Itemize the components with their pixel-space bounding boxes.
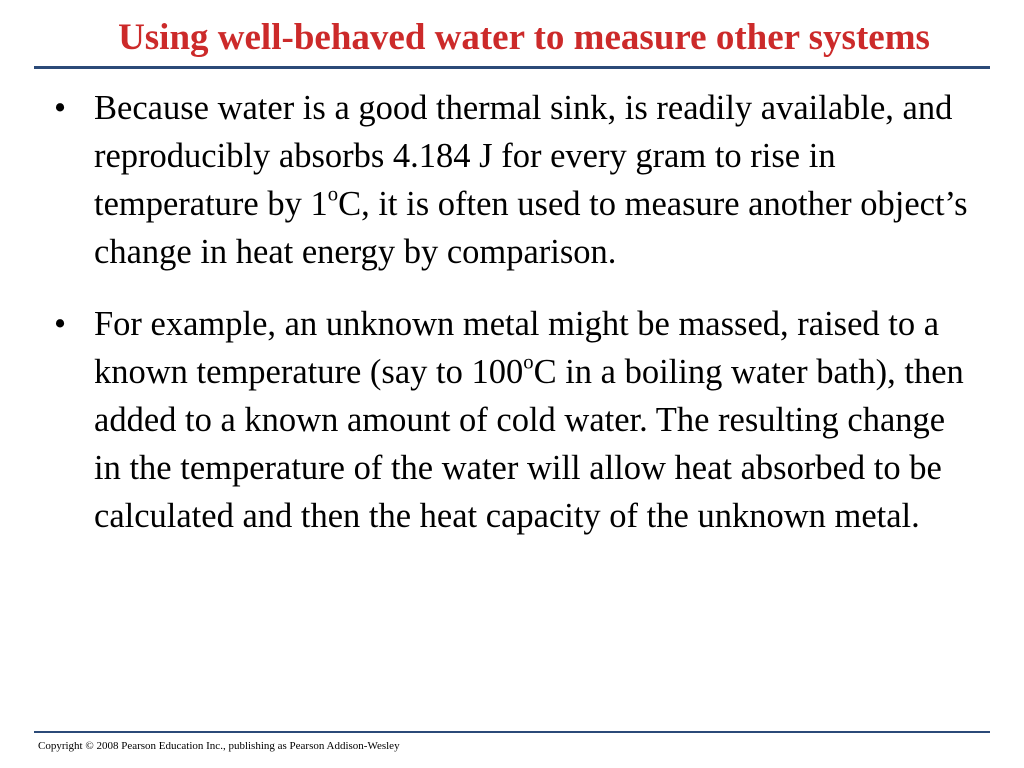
bullet-text: For example, an unknown metal might be massed, raised to a known temperature (say to 100 <box>94 305 940 391</box>
degree-superscript: o <box>523 351 534 374</box>
slide-title: Using well-behaved water to measure other systems <box>118 17 930 58</box>
title-divider <box>34 66 990 69</box>
bullet-marker: • <box>54 89 67 127</box>
bullet-list <box>50 84 980 564</box>
bullet-item <box>50 300 980 540</box>
bullet-item <box>50 84 980 276</box>
bullet-marker: • <box>54 305 67 343</box>
degree-superscript: o <box>327 183 339 206</box>
bullet-text: C in a boiling water bath), then added to a known amount of cold water. The resulting change in the temperature of the water will allow heat absorbed to be calculated and then the heat capacity of the unknown metal. <box>94 353 964 535</box>
bullet-text: Because water is a good thermal sink, is readily available, and reproducibly absorbs 4.184 J for every gram to rise in temperature by 1 <box>94 89 953 223</box>
bullet-text: C, it is often used to measure another object’s change in heat energy by comparison. <box>94 185 968 271</box>
footer-divider <box>34 731 990 733</box>
copyright-footer: Copyright © 2008 Pearson Education Inc., publishing as Pearson Addison-Wesley <box>38 740 400 752</box>
